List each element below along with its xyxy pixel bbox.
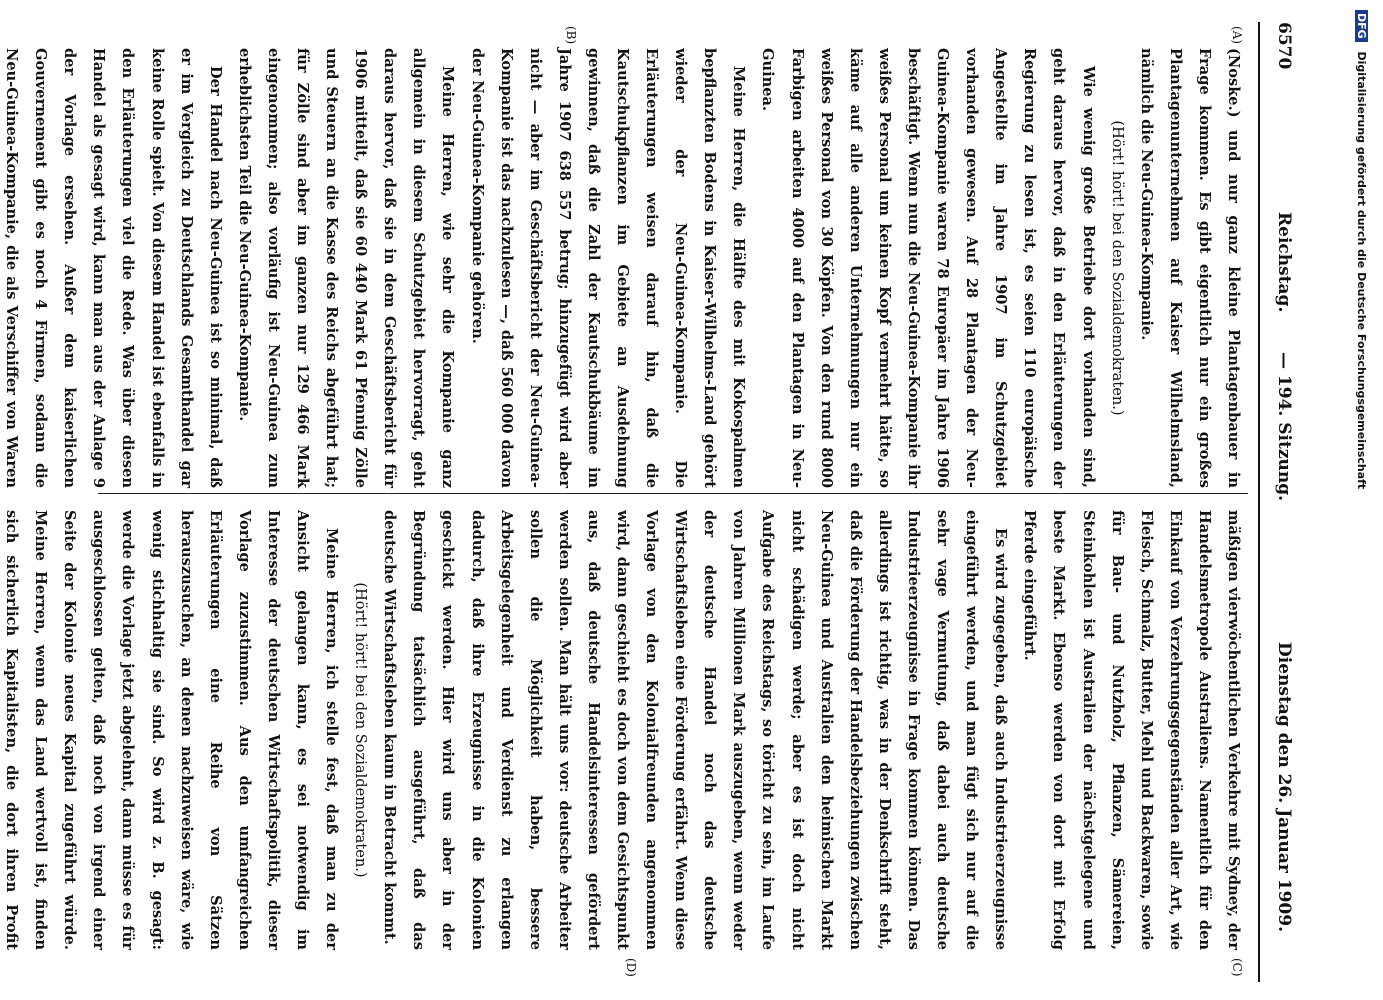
- paragraph: mäßigen vierwöchentlichen Verkehre mit Sydney, der Handelsmetropole Australiens. Namentlich für den Einkauf von Verzehrungsgegenständen aller Art, wie Fleisch, Schmalz, Butter, Mehl und Backwaren, sowie für Bau- und Nutzholz, Pflanzen, Sämereien, Steinkohlen ist Australien der nächstgelegene und beste Markt. Ebenso werden von dort mit Erfolg Pferde eingeführt.: [1021, 510, 1242, 950]
- paragraph: (Noske.) und nur ganz kleine Plantagenbauer in Frage kommen. Es gibt eigentlich nur ein großes Plantagenunternehmen auf Kaiser Wilhelmsland, nämlich die Neu-Guinea-Kompanie.: [1137, 48, 1242, 488]
- page-header: [1258, 22, 1308, 982]
- margin-marker-a: (A): [1230, 26, 1244, 45]
- dfg-logo: DFG: [1355, 10, 1368, 42]
- right-column: [3, 510, 1248, 950]
- page-number: 6570: [1274, 22, 1294, 70]
- paragraph: Es wird zugegeben, daß auch Industrieerzeugnisse eingeführt werden, und man fügt sich nur auf die sehr vage Vermutung, daß dabei auch deutsche Industrieerzeugnisse in Frage kommen können. Das allerdings ist richtig, was in der Denkschrift steht, daß die Förderung der Handelsbeziehungen zwischen Neu-Guinea und Australien den heimischen Markt nicht schädigen werde; aber es ist doch nicht Aufgabe des Reichstags, so töricht zu sein, im Laufe von Jahren Millionen Mark auszugeben, wenn weder der deutsche Handel noch das deutsche Wirtschaftsleben eine Förderung erfährt. Wenn diese Vorlage von den Kolonialfreunden angenommen wird, dann geschieht es doch von dem Gesichtspunkt aus, daß deutsche Handelsinteressen gefördert werden sollen. Man hält uns vor: deutsche Arbeiter sollen die Möglichkeit haben, bessere Arbeitsgelegenheit und Verdienst zu erlangen dadurch, daß ihre Erzeugnisse in die Kolonien geschickt werden. Hier wird uns aber in der Begründung tatsächlich ausgeführt, daß das deutsche Wirtschaftsleben kaum in Betracht kommt.: [381, 510, 1010, 950]
- paragraph: Meine Herren, die Hälfte des mit Kokospalmen bepflanzten Bodens in Kaiser-Wilhelms-Land gehört wieder der Neu-Guinea-Kompanie. Die Erläuterungen weisen darauf hin, daß die Kautschukpflanzen im Gebiete an Ausdehnung gewinnen, daß die Zahl der Kautschukbäume im Jahre 1907 638 557 betrug; hinzugefügt wird aber nicht — aber im Geschäftsbericht der Neu-Guinea-Kompanie ist das nachzulesen —, daß 560 000 davon der Neu-Guinea-Kompanie gehören.: [468, 48, 748, 488]
- column-divider: [98, 493, 1248, 494]
- paragraph: Der Handel nach Neu-Guinea ist so minimal, daß er im Vergleich zu Deutschlands Gesamthandel gar keine Rolle spielt. Von diesem Handel ist ebenfalls in den Erläuterungen viel die Rede. Was über diesen Handel als gesagt wird, kann man aus der Anlage 9 der Vorlage ersehen. Außer dem kaiserlichen Gouvernement gibt es noch 4 Firmen, sodann die Neu-Guinea-Kompanie, die als Verschiffer von Waren: [3, 48, 224, 488]
- digitization-credit: [1338, 10, 1368, 990]
- paragraph: Meine Herren, ich stelle fest, daß man zu der Ansicht gelangen kann, es sei notwendig im Interesse der deutschen Wirtschaftspolitik, dieser Vorlage zuzustimmen. Aus den umfangreichen Erläuterungen eine Reihe von Sätzen herauszusuchen, an denen nachzuweisen wäre, wie wenig stichhaltig sie sind. So wird z. B. gesagt: werde die Vorlage jetzt abgelehnt, dann müsse es für ausgeschlossen gelten, daß noch von irgend einer Seite der Kolonie neues Kapital zugeführt würde. Meine Herren, wenn das Land wertvoll ist, finden sich sicherlich Kapitalisten, die dort ihren Profit: [3, 510, 341, 950]
- margin-marker-c: (C): [1230, 958, 1244, 977]
- interjection: (Hört! hört! bei den Sozialdemokraten.): [1108, 120, 1126, 416]
- interjection: (Hört! hört! bei den Sozialdemokraten.): [352, 582, 370, 878]
- paragraph: Wie wenig große Betriebe dort vorhanden sind, geht daraus hervor, daß in den Erläuterungen der Regierung zu lesen ist, es seien 110 europäische Angestellte im Jahre 1907 im Schutzgebiet vorhanden gewesen. Auf 28 Plantagen der Neu-Guinea-Kompanie waren 78 Europäer im Jahre 1906 beschäftigt. Wenn nun die Neu-Guinea-Kompanie ihr weißes Personal um keinen Kopf vermehrt hätte, so käme auf alle anderen Unternehmungen nur ein weißes Personal von 30 Köpfen. Von den rund 8000 Farbigen arbeiten 4000 auf den Plantagen in Neu-Guinea.: [759, 48, 1097, 488]
- rotated-page: [3, 0, 1318, 1000]
- date-label: Dienstag den 26. Januar 1909.: [1274, 642, 1294, 932]
- credit-text: Digitalisierung gefördert durch die Deutsche Forschungsgemeinschaft: [1355, 51, 1368, 490]
- publication-title: Reichstag.: [1274, 212, 1294, 313]
- paragraph: Meine Herren, wie sehr die Kompanie ganz allgemein in diesem Schutzgebiet hervorragt, geht daraus hervor, daß sie in dem Geschäftsbericht für 1906 mitteilt, daß sie 60 440 Mark 61 Pfennig Zölle und Steuern an die Kasse des Reichs abgeführt hat; für Zölle sind aber im ganzen nur 129 466 Mark eingenommen; also vorläufig ist Neu-Guinea zum erheblichsten Teil die Neu-Guinea-Kompanie.: [235, 48, 457, 488]
- margin-marker-d: (D): [624, 958, 638, 977]
- left-column: [3, 48, 1248, 488]
- margin-marker-b: (B): [564, 26, 578, 45]
- session-label: — 194. Sitzung.: [1274, 352, 1294, 502]
